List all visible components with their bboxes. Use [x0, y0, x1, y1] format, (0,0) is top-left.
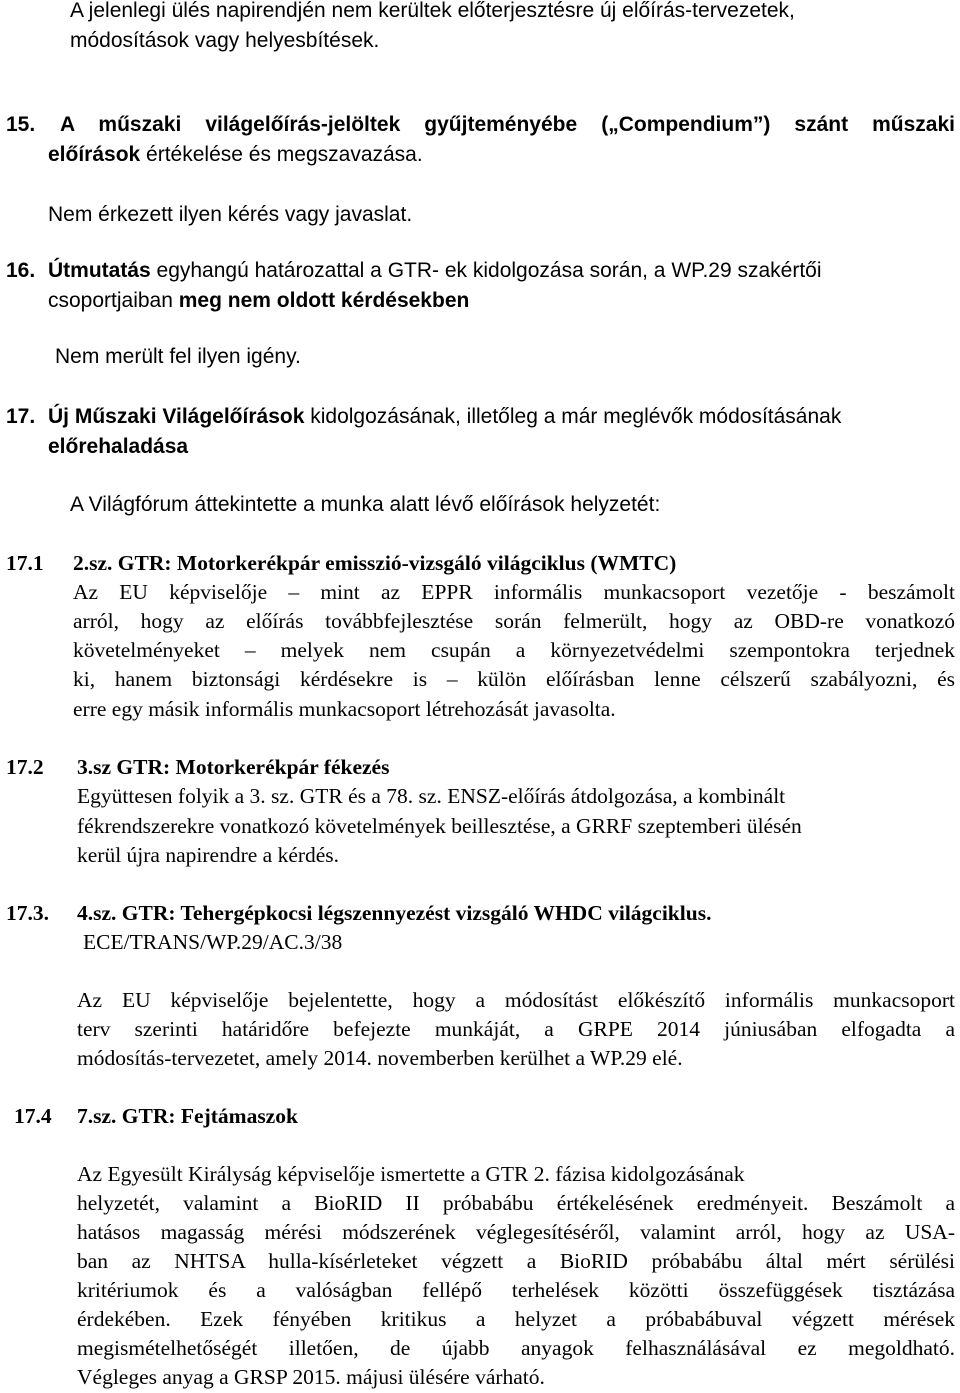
section-17-1-line-2: arról, hogy az előírás továbbfejlesztése során felmerült, hogy az OBD-re vonatkozó: [73, 609, 955, 633]
section-16-heading-line-2: [48, 286, 469, 316]
section-15-body: Nem érkezett ilyen kérés vagy javaslat.: [48, 203, 413, 226]
section-15-heading-line-1: [60, 110, 955, 140]
section-17-heading-rest: kidolgozásának, illetőleg a már meglévők módosításának: [304, 405, 842, 428]
section-17-2-title: 3.sz GTR: Motorkerékpár fékezés: [77, 755, 390, 779]
section-17-2-line-1: Együttesen folyik a 3. sz. GTR és a 78. sz. ENSZ-előírás átdolgozása, a kombinált: [77, 784, 786, 808]
section-17-4-line-8: Végleges anyag a GRSP 2015. májusi ülésére várható.: [77, 1365, 545, 1389]
section-17-4-title: 7.sz. GTR: Fejtámaszok: [77, 1104, 298, 1128]
section-15-heading-part-b: Compendium: [618, 113, 753, 136]
section-17-3-line-2: terv szerinti határidőre befejezte munkáját, a GRPE 2014 júniusában elfogadta a: [77, 1017, 955, 1041]
section-16-heading-line-1: [48, 256, 822, 286]
section-16-heading-bold: Útmutatás: [48, 259, 151, 282]
section-17-1-line-1: Az EU képviselője – mint az EPPR informális munkacsoport vezetője - beszámolt: [73, 580, 955, 604]
section-16-number: 16.: [6, 259, 36, 282]
section-15-heading-part-a: A műszaki világelőírás-jelöltek gyűjteményébe („: [60, 113, 619, 136]
section-16-heading-rest: egyhangú határozattal a GTR- ek kidolgozása során, a WP.29 szakértői: [150, 259, 822, 282]
section-17-3-line-3: módosítás-tervezetet, amely 2014. novemberben kerülhet a WP.29 elé.: [77, 1046, 683, 1070]
intro-line-1: A jelenlegi ülés napirendjén nem kerültek előterjesztésre új előírás-tervezetek,: [70, 0, 795, 22]
section-17-3-title: 4.sz. GTR: Tehergépkocsi légszennyezést vizsgáló WHDC világciklus.: [77, 901, 712, 925]
section-17-3-line-1: Az EU képviselője bejelentette, hogy a módosítást előkészítő informális munkacsoport: [77, 988, 955, 1012]
section-15-heading-rest: értékelése és megszavazása.: [140, 143, 423, 166]
section-17-body: A Világfórum áttekintette a munka alatt lévő előírások helyzetét:: [70, 493, 661, 516]
section-17-4-line-4: ban az NHTSA hulla-kísérleteket végzett a BioRID próbabábu által mért sérülési: [77, 1249, 955, 1273]
section-17-1-number: 17.1: [6, 551, 44, 575]
section-17-4-line-2: helyzetét, valamint a BioRID II próbabábu értékelésének eredményeit. Beszámolt a: [77, 1191, 955, 1215]
section-17-2-line-2: fékrendszerekre vonatkozó követelmények beillesztése, a GRRF szeptemberi ülésén: [77, 814, 802, 838]
section-17-number: 17.: [6, 405, 36, 428]
section-15-heading-line-2: [48, 140, 423, 170]
section-17-heading-line-2: előrehaladása: [48, 435, 189, 458]
section-17-4-line-5: kritériumok és a valóságban fellépő terhelések közötti összefüggések tisztázása: [77, 1278, 955, 1302]
section-15-heading-part-c: ”) szánt műszaki: [752, 113, 955, 136]
section-17-4-line-7: megismételhetőségét illetően, de újabb anyagok felhasználásával ez megoldható.: [77, 1336, 955, 1360]
section-17-2-number: 17.2: [6, 755, 44, 779]
section-16-heading-plain: csoportjaiban: [48, 289, 179, 312]
section-16-body: Nem merült fel ilyen igény.: [55, 345, 301, 368]
section-17-1-line-3: követelményeket – melyek nem csupán a környezetvédelmi szempontokra terjednek: [73, 638, 955, 662]
section-17-4-line-6: érdekében. Ezek fényében kritikus a helyzet a próbabábuval végzett mérések: [77, 1307, 955, 1331]
section-17-3-number: 17.3.: [6, 901, 49, 925]
section-17-4-number: 17.4: [14, 1104, 52, 1128]
section-17-1-title: 2.sz. GTR: Motorkerékpár emisszió-vizsgáló világciklus (WMTC): [73, 551, 677, 575]
section-17-2-line-3: kerül újra napirendre a kérdés.: [77, 843, 340, 867]
intro-line-2: módosítások vagy helyesbítések.: [70, 29, 380, 52]
section-17-3-reference: ECE/TRANS/WP.29/AC.3/38: [83, 930, 343, 954]
section-16-heading-bold-2: meg nem oldott kérdésekben: [178, 289, 470, 312]
section-15-heading-bold: előírások: [48, 143, 141, 166]
section-17-1-line-4: ki, hanem biztonsági kérdésekre is – külön előírásban lenne célszerű szabályozni, és: [73, 667, 955, 691]
section-17-4-line-3: hatásos magasság mérési módszerének véglegesítéséről, valamint arról, hogy az USA-: [77, 1220, 955, 1244]
section-17-1-line-5: erre egy másik informális munkacsoport létrehozását javasolta.: [73, 697, 616, 721]
section-17-4-line-1: Az Egyesült Királyság képviselője ismertette a GTR 2. fázisa kidolgozásának: [77, 1162, 745, 1186]
section-17-heading-line-1: [48, 402, 841, 432]
section-15-number: 15.: [6, 113, 36, 136]
section-17-heading-bold: Új Műszaki Világelőírások: [48, 405, 305, 428]
